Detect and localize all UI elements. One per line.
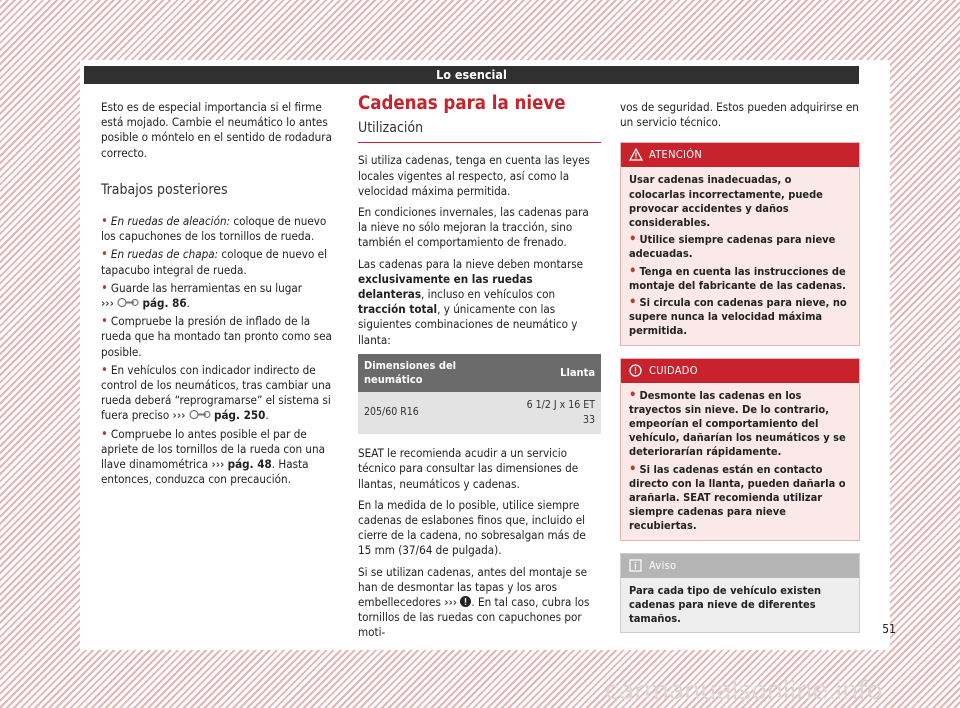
column-right [620, 100, 860, 645]
intro-paragraph: Esto es de especial importancia si el firme está mojado. Cambie el neumático lo antes posible o móntelo en el sentido de rodadura correcto. [101, 100, 332, 160]
reference-arrow: ››› [101, 296, 114, 311]
warning-circle-icon [460, 595, 471, 609]
bullet-dot-icon: • [101, 214, 108, 230]
danger-body: Usar cadenas inadecuadas, o colocarlas incorrectamente, puede provocar accidentes y daños considerables. • Utilice siempre cadenas para nieve adecuadas. • Tenga en cuenta las instrucciones de montaje del fabricante de las cadenas. • Si circula con cadenas para nieve, no supere nunca la velocidad máxima permitida. [629, 173, 847, 338]
table-cell: 6 1/2 J x 16 ET 33 [512, 392, 601, 434]
section-header: Lo esencial [84, 66, 859, 84]
danger-header: ATENCIÓN [621, 143, 859, 167]
caution-circle-icon [629, 364, 642, 377]
bullet-item: • En ruedas de chapa: coloque de nuevo el tapacubo integral de rueda. [101, 247, 327, 277]
reference-arrow: ››› [211, 457, 225, 472]
notice-body: Para cada tipo de vehículo existen cadenas para nieve de diferentes tamaños. [629, 583, 822, 626]
wrench-icon [189, 409, 211, 420]
page-reference-link[interactable]: pág. 250 [214, 408, 266, 423]
section-subtitle: Utilización [358, 121, 601, 143]
table-row [358, 392, 601, 434]
info-icon [629, 559, 642, 572]
tire-rim-table [358, 354, 601, 434]
watermark: carmanualsonline.info [604, 676, 882, 706]
reference-arrow: ››› [444, 595, 458, 610]
table-cell: 205/60 R16 [358, 392, 512, 434]
bullet-item: • En ruedas de aleación: coloque de nuevo los capuchones de los tornillos de rueda. [101, 214, 327, 244]
subheading: Trabajos posteriores [101, 181, 228, 198]
bullet-item: • Guarde las herramientas en su lugar ››› pág. 86. [101, 280, 303, 311]
paragraph: En condiciones invernales, las cadenas para la nieve no sólo mejoran la tracción, sino también el comportamiento de frenado. [358, 205, 589, 250]
caution-box [620, 358, 860, 541]
page-reference-link[interactable]: pág. 86 [142, 296, 187, 311]
column-left [101, 100, 341, 490]
bullet-dot-icon: • [101, 247, 108, 263]
paragraph: SEAT le recomienda acudir a un servicio técnico para consultar las dimensiones de llantas, neumáticos y cadenas. [358, 446, 579, 491]
caution-header: CUIDADO [621, 359, 859, 383]
bullet-dot-icon: • [101, 362, 108, 378]
paragraph: Si utiliza cadenas, tenga en cuenta las leyes locales vigentes al respecto, así como la velocidad máxima permitida. [358, 153, 590, 198]
reference-arrow: ››› [172, 408, 186, 423]
wrench-icon [117, 297, 139, 308]
paragraph: Las cadenas para la nieve deben montarse exclusivamente en las ruedas delanteras, incluso en vehículos con tracción total, y únicamente con las siguientes combinaciones de neumático y llanta: [358, 256, 584, 347]
bullet-item: • Compruebe lo antes posible el par de apriete de los tornillos de la rueda con una llave dinamométrica ››› pág. 48. Hasta entonces, conduzca con precaución. [101, 426, 326, 487]
table-header: Dimensiones del neumático [358, 354, 512, 392]
paragraph: Si se utilizan cadenas, antes del montaje se han de desmontar las tapas y los aros embellecedores ››› . En tal caso, cubra los tornillos de las ruedas con capuchones por moti- [358, 564, 590, 640]
danger-box [620, 142, 860, 345]
caution-body: • Desmonte las cadenas en los trayectos sin nieve. De lo contrario, empeorían el comportamiento del vehículo, dañarían los neumáticos y se deteriorarían rápidamente. • Si las cadenas están en contacto directo con la llanta, pueden dañarla o arañarla. SEAT recomienda utilizar siempre cadenas para nieve recubiertas. [629, 387, 846, 533]
bullet-item: • Compruebe la presión de inflado de la rueda que ha montado tan pronto como sea posible. [101, 314, 332, 359]
table-header: Llanta [512, 354, 601, 392]
column-middle [358, 93, 601, 647]
paragraph: vos de seguridad. Estos pueden adquirirse en un servicio técnico. [620, 100, 859, 130]
page-number: 51 [882, 622, 896, 636]
bullet-dot-icon: • [101, 314, 108, 330]
warning-triangle-icon [629, 148, 643, 161]
bullet-dot-icon: • [101, 280, 108, 296]
notice-header: Aviso [621, 554, 859, 578]
bullet-item: • En vehículos con indicador indirecto de control de los neumáticos, tras cambiar una rueda deberá “reprogramarse” el sistema si fuera preciso ››› pág. 250. [101, 362, 332, 423]
paragraph: En la medida de lo posible, utilice siempre cadenas de eslabones finos que, incluido el cierre de la cadena, no sobresalgan más de 15 mm (37/64 de pulgada). [358, 497, 586, 558]
section-title: Cadenas para la nieve [358, 93, 566, 114]
notice-box [620, 553, 860, 634]
bullet-dot-icon: • [101, 426, 108, 442]
page-reference-link[interactable]: pág. 48 [227, 457, 272, 472]
